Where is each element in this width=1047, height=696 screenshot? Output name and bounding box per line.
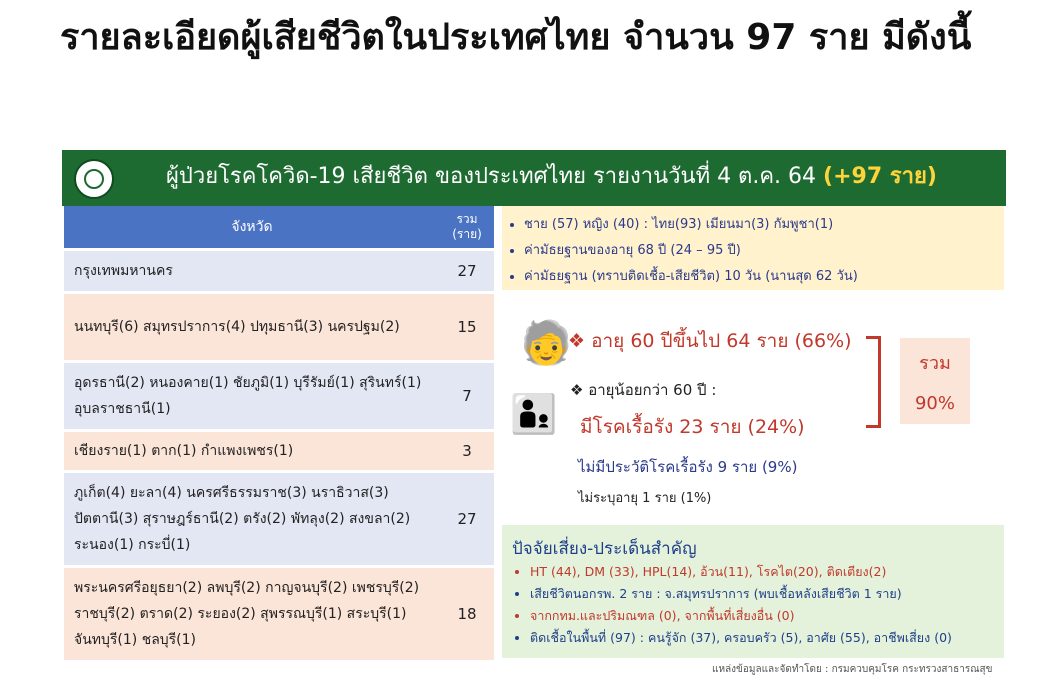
row-provinces: เชียงราย(1) ตาก(1) กำแพงเพชร(1): [64, 431, 440, 472]
table-row: [64, 362, 494, 431]
age-over-60: ❖ อายุ 60 ปีขึ้นไป 64 ราย (66%): [568, 330, 852, 352]
province-table: [64, 206, 494, 663]
table-row: [64, 250, 494, 293]
table-row: [64, 293, 494, 362]
row-provinces: อุดรธานี(2) หนองคาย(1) ชัยภูมิ(1) บุรีรัมย์(1) สุรินทร์(1) อุบลราชธานี(1): [64, 362, 440, 431]
source-credit: แหล่งข้อมูลและจัดทำโดย : กรมควบคุมโรค กระทรวงสาธารณสุข: [712, 664, 993, 675]
sum-label: รวม: [919, 353, 951, 374]
list-item: • HT (44), DM (33), HPL(14), อ้วน(11), โรคไต(20), ติดเตียง(2): [530, 561, 1010, 583]
table-row: [64, 567, 494, 662]
row-total: 27: [440, 250, 494, 293]
risk-title: ปัจจัยเสี่ยง-ประเด็นสำคัญ: [512, 539, 697, 559]
header-total: รวม (ราย): [440, 206, 494, 250]
row-total: 3: [440, 431, 494, 472]
demographics-list: [502, 212, 1004, 290]
list-item: • ติดเชื้อในพื้นที่ (97) : คนรู้จัก (37), ครอบครัว (5), อาศัย (55), อาชีพเสี่ยง (0): [530, 627, 1010, 649]
sum-value: 90%: [914, 393, 955, 414]
header-province: จังหวัด: [64, 206, 440, 250]
row-provinces: ภูเก็ต(4) ยะลา(4) นครศรีธรรมราช(3) นราธิวาส(3) ปัตตานี(3) สุราษฎร์ธานี(2) ตรัง(2) พัทลุง(2) สงขลา(2) ระนอง(1) กระบี่(1): [64, 472, 440, 567]
demographics-box: [502, 206, 1004, 290]
banner-title: [166, 162, 937, 192]
list-item: • ค่ามัธยฐานของอายุ 68 ปี (24 – 95 ปี): [524, 238, 1004, 264]
row-total: 27: [440, 472, 494, 567]
row-provinces: พระนครศรีอยุธยา(2) ลพบุรี(2) กาญจนบุรี(2) เพชรบุรี(2) ราชบุรี(2) ตราด(2) ระยอง(2) สุพรรณบุรี(1) สระบุรี(1) จันทบุรี(1) ชลบุรี(1): [64, 567, 440, 662]
list-item: • ค่ามัธยฐาน (ทราบติดเชื้อ-เสียชีวิต) 10 วัน (นานสุด 62 วัน): [524, 264, 1004, 290]
table-header-row: [64, 206, 494, 250]
row-total: 7: [440, 362, 494, 431]
row-provinces: กรุงเทพมหานคร: [64, 250, 440, 293]
risk-factors-box: [502, 525, 1004, 658]
page-headline: รายละเอียดผู้เสียชีวิตในประเทศไทย จำนวน 97 ราย มีดังนี้: [60, 17, 972, 58]
unknown-age: ไม่ระบุอายุ 1 ราย (1%): [578, 491, 712, 506]
row-total: 18: [440, 567, 494, 662]
risk-list: [512, 561, 1010, 649]
ministry-seal-icon: [74, 159, 114, 199]
infographic-banner: [62, 150, 1006, 206]
row-provinces: นนทบุรี(6) สมุทรปราการ(4) ปทุมธานี(3) นครปฐม(2): [64, 293, 440, 362]
list-item: • ชาย (57) หญิง (40) : ไทย(93) เมียนมา(3) กัมพูชา(1): [524, 212, 1004, 238]
banner-title-text: ผู้ป่วยโรคโควิด-19 เสียชีวิต ของประเทศไทย รายงานวันที่ 4 ต.ค. 64: [166, 164, 817, 189]
age-under-60-label: ❖ อายุน้อยกว่า 60 ปี :: [570, 381, 717, 399]
table-row: [64, 431, 494, 472]
list-item: • จากกทม.และปริมณฑล (0), จากพื้นที่เสี่ยงอื่น (0): [530, 605, 1010, 627]
row-total: 15: [440, 293, 494, 362]
age-under-60-chronic: มีโรคเรื้อรัง 23 ราย (24%): [580, 416, 805, 438]
banner-count: (+97 ราย): [823, 164, 937, 189]
children-icon: 👨‍👦: [510, 392, 558, 436]
no-chronic-history: ไม่มีประวัติโรคเรื้อรัง 9 ราย (9%): [578, 458, 798, 476]
list-item: • เสียชีวิตนอกรพ. 2 ราย : จ.สมุทรปราการ (พบเชื้อหลังเสียชีวิต 1 ราย): [530, 583, 1010, 605]
sum-box: [900, 338, 970, 424]
table-row: [64, 472, 494, 567]
sum-bracket: [866, 336, 881, 428]
elderly-people-icon: 🧓: [520, 318, 573, 367]
